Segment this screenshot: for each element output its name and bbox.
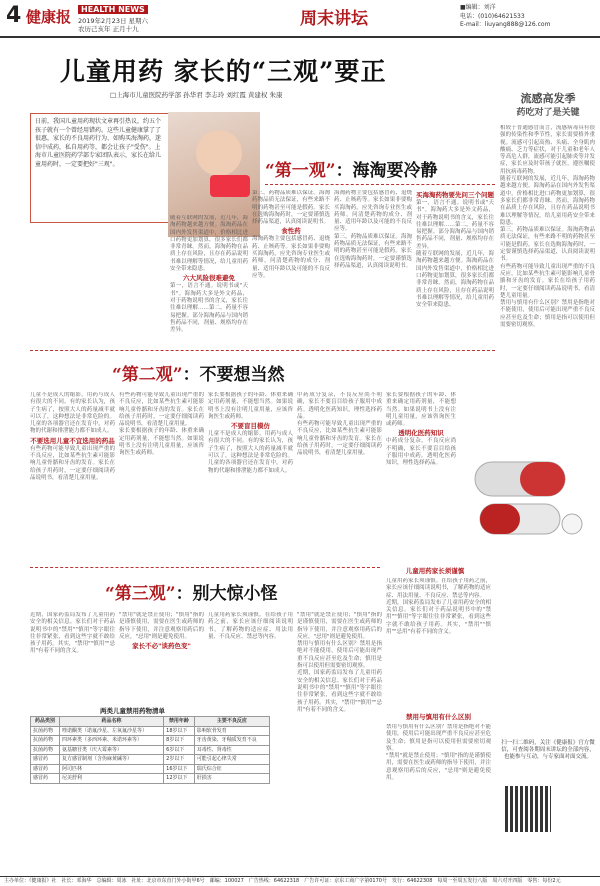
article-column — [208, 392, 293, 552]
column-text: 家长要根据孩子的年龄、体重来确定用药剂量，不能想当然。如果说明书上没有注明儿童用量，应该咨询医生或药师。 — [386, 392, 456, 428]
editor-info — [460, 4, 550, 30]
date-text: 2019年2月23日 星期六 — [78, 17, 149, 25]
column-text: 中药成分复杂，不良反应尚不明确，家长不要盲目给孩子服用中成药。透明化医药知识，理性选择药品。 — [297, 392, 382, 420]
table-cell: 抗菌药物 — [31, 726, 60, 736]
subhead: 不要盲目模仿 — [231, 422, 270, 431]
page-headline: 儿童用药 家长的“三观”要正 — [60, 57, 387, 86]
section-3-title-pre: “第三观” — [105, 584, 176, 604]
subhead: 买海淘药物要先问三个问题 — [416, 191, 494, 199]
column-text: 第一，语言不通。说明书或"天书"。海淘药大多是外文药品，对于药物说明书的含义，家长往往难以理解……第二，药量不容易把握。部分海淘药品与国内销售药品不同，剂量、规格均存在差异。 — [416, 200, 494, 250]
column-text: 随着互联网的发展，近几年，海淘药物越来越方便。海淘药品在国内外发售渠道中，价格相比进口药物更加划算，很多家长们都非常青睐。然而，海淘药物在品质上存在风险，且存在药品说明书难以理解等情况，给儿童用药安全带来隐患。 — [500, 176, 595, 226]
article-column — [386, 392, 456, 552]
article-column — [386, 724, 491, 872]
article-column — [386, 578, 491, 708]
table-row — [31, 726, 270, 736]
article-column — [30, 392, 115, 552]
section-2-divider — [30, 350, 495, 351]
byline: □上海市儿童医院药学部 孙华君 李志玲 刘红霞 黄建权 朱康 — [110, 91, 283, 99]
column-text: 第三，药物品质难以保证。海淘药物品质无法保证，有些来路不明的药物甚至可能是假药。家长在选购海淘药时，一定要谨慎选择药品渠道，认真阅读说明书。 — [252, 190, 330, 226]
sidebar-title-line1: 流感高发季 — [520, 92, 576, 105]
table-cell: 复方感冒制剂（含伪麻黄碱等） — [59, 755, 163, 765]
table-cell: 肝损害 — [194, 774, 269, 784]
page-number: 4 — [6, 3, 22, 28]
table-cell: 牙齿黄染、牙釉质发育不良 — [194, 736, 269, 746]
table-cell: 阿司匹林 — [59, 764, 163, 774]
table-row — [31, 755, 270, 765]
column-text: 儿童用药家长须谨慎。在给孩子用药之前，家长应该仔细阅读说明书，了解药物的适应症、用法用量、不良反应、禁忌等内容。 — [386, 578, 491, 599]
article-column — [170, 215, 248, 345]
column-text: 儿童不是成人的缩影，用药与成人有很大的不同。有的家长认为，孩子生病了，按照大人的药量减半就可以了，这种想法是非常危险的。儿童的各项器官还在发育中，对药物的代谢和排泄能力都不如成人。 — [208, 431, 293, 474]
column-text: 近期，国家药监局发布了儿童用药安全的相关信息。家长们对于药品说明书中的"禁用""慎用"等字眼往往非常紧张，看到这些字就不敢给孩子用药。其实，"禁用""慎用""忌用"有着不同的含义。 — [297, 670, 382, 713]
column-text: 家长要根据孩子的年龄、体重来确定用药剂量，不能想当然。如果说明书上没有注明儿童用量，应该咨询医生或药师。 — [208, 392, 293, 420]
article-column — [119, 392, 204, 552]
section-title-text: 周末讲坛 — [300, 9, 368, 29]
article-column — [119, 612, 204, 704]
editor-email: E-mail：liuyang888@126.com — [460, 21, 551, 28]
subhead: 透明化医药知识 — [398, 429, 444, 438]
table-cell: 喹诺酮类（诺氟沙星、左氧氟沙星等） — [59, 726, 163, 736]
dateline — [78, 17, 198, 33]
column-text: 家长要根据孩子的年龄、体重来确定用药剂量，不能想当然。如果说明书上没有注明儿童用量，应该咨询医生或药师。 — [119, 428, 204, 457]
subhead: 六大风险很难避免 — [183, 274, 235, 283]
drug-table — [30, 716, 270, 868]
section-2-title-pre: “第二观” — [112, 365, 183, 385]
table-cell: 12岁以下 — [164, 774, 195, 784]
table-cell: 抗菌药物 — [31, 736, 60, 746]
subhead: 儿童用药家长须谨慎 — [405, 567, 465, 575]
column-text: 随着互联网的发展，近几年，海淘药物越来越方便。海淘药品在国内外发售渠道中，价格相比进口药物更加划算，很多家长们都非常青睐。然而，海淘药物在品质上存在风险，且存在药品说明书难以理解等情况，给儿童用药安全带来隐患。 — [416, 251, 494, 309]
column-text: 随着互联网的发展，近几年，海淘药物越来越方便。海淘药品在国内外发售渠道中，价格相比进口药物更加划算，很多家长们都非常青睐。然而，海淘药物在品质上存在风险，且存在药品说明书难以理解等情况，给儿童用药安全带来隐患。 — [170, 215, 248, 273]
section-3-divider — [30, 567, 380, 568]
table-row — [31, 774, 270, 784]
lunar-date-text: 农历己亥年 正月十九 — [78, 25, 139, 33]
column-text: 禁用与慎用有什么区别？禁用是指绝对不能使用，使用后可能出现严重不良反应甚至危及生命；慎用是指可以使用但需要密切观察。 — [297, 641, 382, 670]
drug-table-title: 两类儿童禁用药物清单 — [100, 707, 165, 715]
section-1-title-pre: “第一观” — [265, 161, 336, 181]
column-text: 近期，国家药监局发布了儿童用药安全的相关信息。家长们对于药品说明书中的"禁用""慎用"等字眼往往非常紧张，看到这些字就不敢给孩子用药。其实，"禁用""慎用""忌用"有着不同的含义。 — [386, 599, 491, 636]
column-text: 中药成分复杂，不良反应尚不明确，家长不要盲目给孩子服用中成药。透明化医药知识，理性选择药品。 — [386, 438, 456, 467]
table-row — [31, 764, 270, 774]
editor-phone: 电话：(010)64621533 — [460, 12, 525, 20]
subhead: 禁用与慎用有什么区别 — [406, 713, 471, 721]
article-column — [416, 190, 494, 345]
table-cell: 6岁以下 — [164, 745, 195, 755]
section-2-title — [112, 360, 285, 385]
article-column — [208, 612, 293, 704]
column-text: 有些药物可能导致儿童出现严重的不良反应，比如某些抗生素可能影响儿童骨骼和牙齿的发育。家长在给孩子用药时，一定要仔细阅读药品说明书，看清楚儿童用量。 — [297, 421, 382, 457]
column-text: 禁用与慎用有什么区别？禁用是指绝对不能使用，使用后可能出现严重不良反应甚至危及生命；慎用是指可以使用但需要密切观察。 — [500, 300, 595, 329]
table-cell: 瑞氏综合征 — [194, 764, 269, 774]
column-text: 相较于普通感冒而言，流感病毒具有很强的传染性和季节性，家长需要格外重视。流感可引起高热、头痛、全身肌肉酸痛、乏力等症状，对于儿童和老年人等高危人群，流感可能引起肺炎等并发症，家长应及时带孩子就医，遵医嘱使用抗病毒药物。 — [500, 125, 595, 175]
table-cell: 2岁以下 — [164, 755, 195, 765]
section-3-title — [105, 579, 278, 604]
column-text: 禁用与慎用有什么区别？禁用是指绝对不能使用，使用后可能出现严重不良反应甚至危及生命；慎用是指可以使用但需要密切观察。 — [386, 724, 491, 752]
column-text: 有些药物可能导致儿童出现严重的不良反应，比如某些抗生素可能影响儿童骨骼和牙齿的发育。家长在给孩子用药时，一定要仔细阅读药品说明书，看清楚儿童用量。 — [500, 263, 595, 299]
table-cell: 抗菌药物 — [31, 745, 60, 755]
qr-promo-text: 扫一扫二维码，关注《健康报》官方微信，可查阅各期周末讲坛的全部内容，也能参与互动，与专家面对面交流。 — [501, 740, 595, 760]
column-text: 第三，药物品质难以保证。海淘药物品质无法保证，有些来路不明的药物甚至可能是假药。家长在选购海淘药时，一定要谨慎选择药品渠道，认真阅读说明书。 — [500, 227, 595, 263]
column-text: 近期，国家药监局发布了儿童用药安全的相关信息。家长们对于药品说明书中的"禁用""慎用"等字眼往往非常紧张，看到这些字就不敢给孩子用药。其实，"禁用""慎用""忌用"有着不同的含义。 — [30, 612, 115, 655]
column-text: "禁用"就是禁止使用；"慎用"指的是谨慎使用，需要在医生或药师的指导下使用，并注意观察用药后的反应，"忌用"则是避免使用。 — [119, 612, 204, 640]
health-news-badge: HEALTH NEWS — [78, 5, 148, 14]
table-header: 药品类别 — [31, 717, 60, 727]
section-title — [300, 4, 368, 29]
article-column — [252, 190, 330, 345]
section-1-divider — [265, 184, 495, 185]
column-text: 有些药物可能导致儿童出现严重的不良反应，比如某些抗生素可能影响儿童骨骼和牙齿的发育。家长在给孩子用药时，一定要仔细阅读药品说明书，看清楚儿童用量。 — [119, 392, 204, 428]
article-column — [297, 612, 382, 872]
qr-code-icon[interactable] — [505, 786, 551, 832]
table-cell: 四环素类（多西环素、米诺环素等） — [59, 736, 163, 746]
table-cell: 耳毒性、肾毒性 — [194, 745, 269, 755]
table-cell: 8岁以下 — [164, 736, 195, 746]
column-text: 海淘药物主要包括感冒药、退烧药、止咳药等。家长如果非要购买海淘药，应先咨询专业医生或药师，问清楚药物的成分、剂量、适用年龄以及可能的不良反应等。 — [252, 236, 330, 279]
article-column — [297, 392, 382, 552]
newspaper-logo: 健康报 — [26, 8, 72, 26]
lead-box: 日前，我国儿童用药现状文章再引热议，约五个孩子就有一个曾经用错药。这些儿童健康掌了了很惠，家长的不良用药行为、如购买海淘药，迷信中成药，私自用药等，都会让孩子"受伤"。上海市儿童医院药学部专家团队表示，家长在给儿童用药时，一定要把好"三观"。 — [30, 113, 170, 223]
table-header: 药品名称 — [59, 717, 163, 727]
column-text: 第一，语言不通。说明书或"天书"。海淘药大多是外文药品，对于药物说明书的含义，家长往往难以理解……第二，药量不容易把握。部分海淘药品与国内销售药品不同，剂量、规格均存在差异。 — [170, 283, 248, 334]
table-cell: 影响软骨发育 — [194, 726, 269, 736]
section-3-title-post: ：别大惊小怪 — [175, 584, 278, 604]
table-row — [31, 745, 270, 755]
table-header: 主要不良反应 — [194, 717, 269, 727]
column-text: "禁用"就是禁止使用；"慎用"指的是谨慎使用，需要在医生或药师的指导下使用，并注意观察用药后的反应，"忌用"则是避免使用。 — [386, 753, 491, 782]
article-column — [334, 190, 412, 345]
subhead: 食性药 — [281, 227, 301, 236]
sidebar-title-line2: 药吃对了是关键 — [516, 108, 580, 118]
table-cell: 尼美舒利 — [59, 774, 163, 784]
table-header-row — [31, 717, 270, 727]
sidebar-title — [508, 92, 588, 120]
section-1-title-post: ：海淘要冷静 — [335, 161, 438, 181]
page-footer: 主办单位：《健康报》社 社长：邓海华 总编辑：周冰 社址：北京市东直门外小街甲6号 邮编：100027 广告热线：64622318 广告许可证：京东工商广字第0170号 发行：64622308 每周一至周五发行八版 周六对开四版 零售：每份2元 — [0, 876, 600, 886]
subhead: 不要选用儿童不宜选用的药品 — [30, 436, 115, 445]
table-cell: 氨基糖苷类（庆大霉素等） — [59, 745, 163, 755]
medicine-bottle-shape — [210, 175, 250, 197]
column-text: 第三，药物品质难以保证。海淘药物品质无法保证，有些来路不明的药物甚至可能是假药。家长在选购海淘药时，一定要谨慎选择药品渠道，认真阅读说明书。 — [334, 233, 412, 269]
table-cell: 16岁以下 — [164, 764, 195, 774]
section-1-title — [265, 156, 438, 181]
table-cell: 感冒药 — [31, 774, 60, 784]
table-cell: 感冒药 — [31, 764, 60, 774]
article-column — [30, 612, 115, 704]
column-text: 儿童用药家长须谨慎。在给孩子用药之前，家长应该仔细阅读说明书，了解药物的适应症、用法用量、不良反应、禁忌等内容。 — [208, 612, 293, 640]
pill-caption: 家长不必"谈药色变" — [132, 642, 191, 651]
column-text: 儿童不是成人的缩影，用药与成人有很大的不同。有的家长认为，孩子生病了，按照大人的药量减半就可以了，这种想法是非常危险的。儿童的各项器官还在发育中，对药物的代谢和排泄能力都不如成人。 — [30, 392, 115, 435]
sidebar-text — [500, 125, 595, 730]
table-row — [31, 736, 270, 746]
child-face-shape — [196, 130, 242, 176]
table-cell: 18岁以下 — [164, 726, 195, 736]
table-cell: 感冒药 — [31, 755, 60, 765]
table-cell: 可能引起心律失常 — [194, 755, 269, 765]
section-2-title-post: ：不要想当然 — [182, 365, 285, 385]
column-text: 有些药物可能导致儿童出现严重的不良反应，比如某些抗生素可能影响儿童骨骼和牙齿的发育。家长在给孩子用药时，一定要仔细阅读药品说明书，看清楚儿童用量。 — [30, 445, 115, 481]
column-text: 海淘药物主要包括感冒药、退烧药、止咳药等。家长如果非要购买海淘药，应先咨询专业医生或药师，问清楚药物的成分、剂量、适用年龄以及可能的不良反应等。 — [334, 190, 412, 233]
table-header: 禁用年龄 — [164, 717, 195, 727]
column-text: "禁用"就是禁止使用；"慎用"指的是谨慎使用，需要在医生或药师的指导下使用，并注意观察用药后的反应，"忌用"则是避免使用。 — [297, 612, 382, 640]
editor-name: ■编辑：刘洋 — [460, 4, 496, 11]
